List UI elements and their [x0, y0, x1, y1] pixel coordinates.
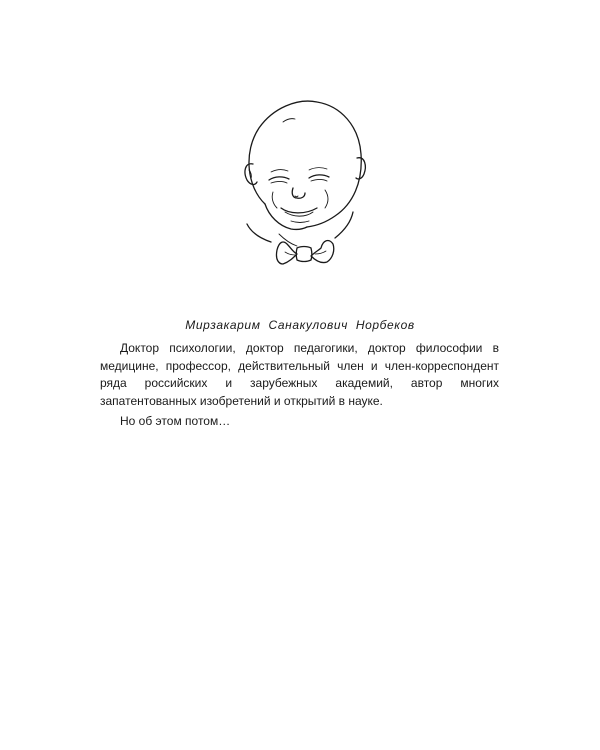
portrait-sketch-icon — [225, 92, 375, 282]
author-portrait — [225, 92, 375, 282]
author-bio: Доктор психологии, доктор педагогики, доктор философии в медицине, профессор, действительный член и член-корреспондент ряда российских и зарубежных академий, автор многих запатентованных изобретений и открытий в науке. — [100, 341, 499, 408]
closing-line: Но об этом потом… — [120, 414, 231, 428]
author-name: Мирзакарим Санакулович Норбеков — [185, 318, 415, 332]
